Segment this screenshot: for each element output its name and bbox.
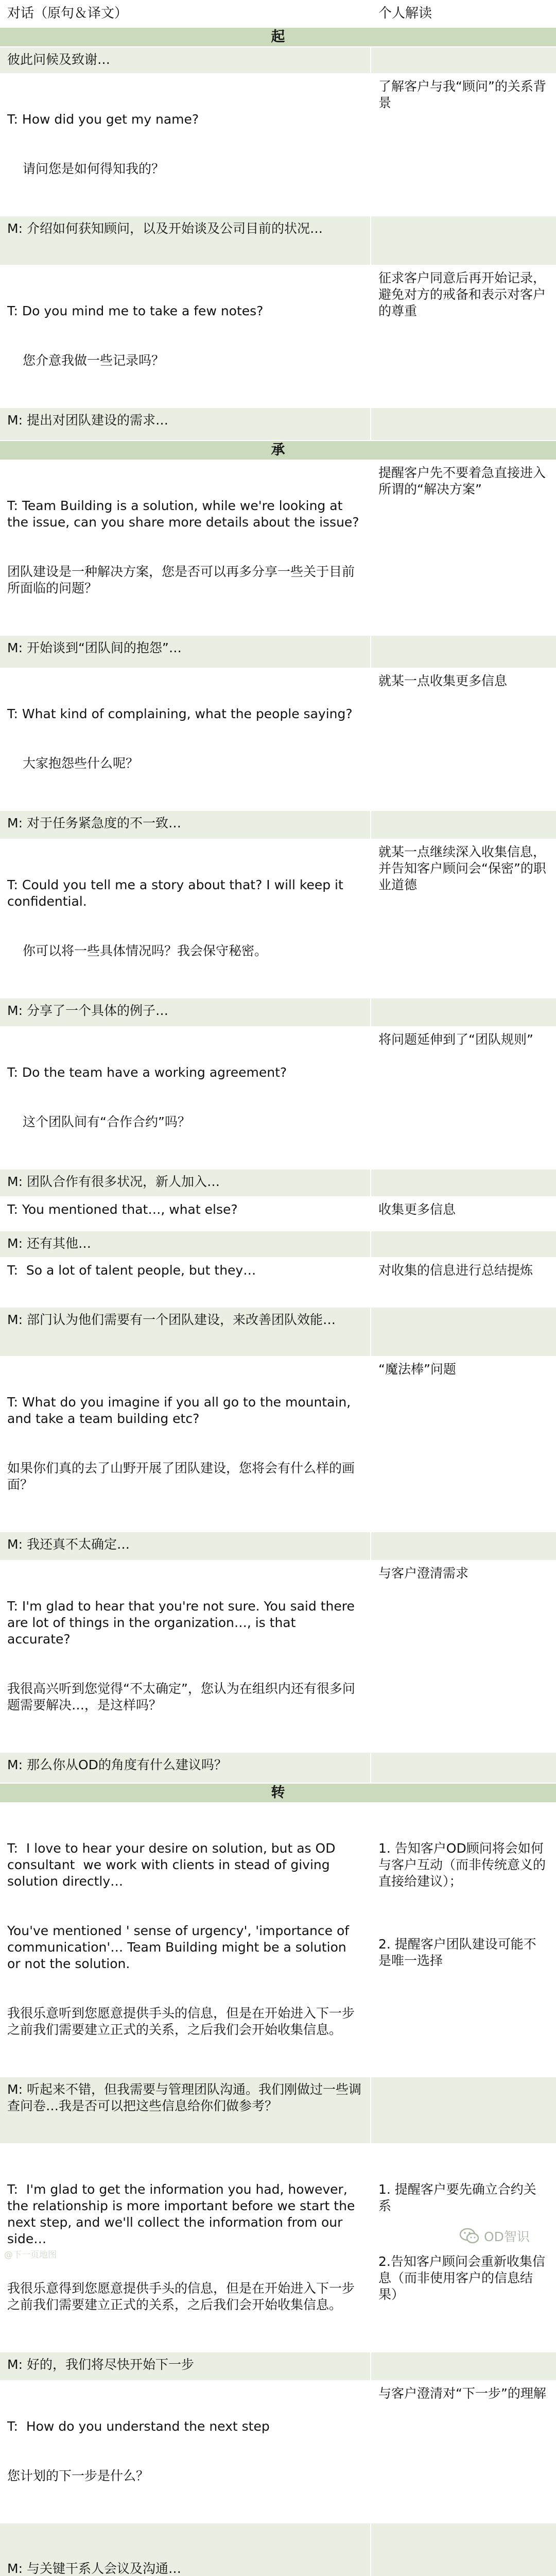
dialogue-line: T: How do you understand the next step <box>7 2419 270 2434</box>
table-row <box>0 460 556 635</box>
table-row <box>0 1169 556 1197</box>
wechat-icon <box>459 2227 480 2245</box>
table-row <box>0 1357 556 1532</box>
dialogue-line: M: 听起来不错，但我需要与管理团队沟通。我们刚做过一些调查问卷…我是否可以把这些信息给你们做参考？ <box>7 2082 361 2113</box>
translation-line: 这个团队间有“合作合约”吗？ <box>23 1114 190 1129</box>
translation-line: 您介意我做一些记录吗？ <box>23 353 165 368</box>
table-row <box>0 1197 556 1231</box>
table-row <box>0 2523 556 2576</box>
dialogue-line: M: 对于任务紧急度的不一致… <box>7 816 181 831</box>
dialogue-line: M: 团队合作有很多状况，新人加入… <box>7 1174 220 1189</box>
table-row <box>0 1231 556 1258</box>
table-row <box>0 1258 556 1307</box>
dialogue-line: T: Do you mind me to take a few notes? <box>7 303 264 318</box>
dialogue-line: M: 与关键干系人会议及沟通… <box>7 2561 181 2576</box>
interpretation-text: 就某一点继续深入收集信息，并告知客户顾问会“保密”的职业道德 <box>378 844 546 892</box>
interpretation-text: 将问题延伸到了“团队规则” <box>378 1032 533 1047</box>
interpretation-text: 收集更多信息 <box>378 1202 456 1217</box>
translation-line: 我很乐意得到您愿意提供手头的信息，但是在开始进入下一步之前我们需要建立正式的关系，之后我们会开始收集信息。 <box>7 2281 355 2312</box>
translation-line: 如果你们真的去了山野开展了团队建设，您将会有什么样的画面？ <box>7 1461 355 1492</box>
dialogue-line: M: 提出对团队建设的需求… <box>7 413 168 428</box>
translation-line: 请问您是如何得知我的？ <box>23 161 165 176</box>
interpretation-text: 对收集的信息进行总结提炼 <box>378 1263 533 1278</box>
interpretation-text: 征求客户同意后再开始记录，避免对方的戒备和表示对客户的尊重 <box>378 270 546 318</box>
dialogue-line: T: What kind of complaining, what the people saying? <box>7 706 353 721</box>
table-row <box>0 216 556 265</box>
table-row <box>0 2144 556 2352</box>
dialogue-line: M: 介绍如何获知顾问，以及开始谈及公司目前的状况… <box>7 221 323 236</box>
table-header <box>0 0 556 27</box>
section-qi <box>0 27 556 47</box>
table-row <box>0 1561 556 1752</box>
interpretation-text: 了解客户与我“顾问”的关系背景 <box>378 79 546 110</box>
section-zhuan <box>0 1783 556 1803</box>
table-row <box>0 635 556 668</box>
dialogue-line: M: 好的，我们将尽快开始下一步 <box>7 2357 194 2372</box>
translation-line: 您计划的下一步是什么？ <box>7 2468 149 2483</box>
dialogue-line: T: What do you imagine if you all go to the mountain, and take a team building etc? <box>7 1395 355 1426</box>
interpretation-text: 就某一点收集更多信息 <box>378 673 508 688</box>
section-title: 起 <box>0 27 556 47</box>
translation-line: 你可以将一些具体情况吗？我会保守秘密。 <box>23 943 268 958</box>
dialogue-line: M: 开始谈到“团队间的抱怨”… <box>7 640 182 655</box>
interpretation-text: 1. 告知客户OD顾问将会如何与客户互动（而非传统意义的直接给建议）； <box>378 1841 546 1889</box>
table-row <box>0 998 556 1027</box>
dialogue-line: T: I love to hear your desire on solution, but as OD consultant we work with clients in stead of giving solution directly… <box>7 1841 340 1889</box>
table-row <box>0 265 556 408</box>
dialogue-line: T: How did you get my name? <box>7 112 199 127</box>
header-dialogue: 对话（原句＆译文） <box>0 0 371 27</box>
table-row <box>0 1307 556 1357</box>
table-row <box>0 1803 556 2077</box>
table-row <box>0 47 556 74</box>
dialogue-line: T: Team Building is a solution, while we're looking at the issue, can you share more details about the issue? <box>7 498 359 530</box>
section-cheng <box>0 440 556 460</box>
table-row <box>0 74 556 216</box>
section-title: 转 <box>0 1783 556 1803</box>
section-title: 承 <box>0 440 556 460</box>
translation-line: 我很乐意听到您愿意提供手头的信息，但是在开始进入下一步之前我们需要建立正式的关系，之后我们会开始收集信息。 <box>7 2006 355 2037</box>
interpretation-text: 1. 提醒客户要先确立合约关系 <box>378 2182 536 2213</box>
dialogue-line: M: 那么你从OD的角度有什么建议吗？ <box>7 1757 227 1772</box>
interpretation-text: 与客户澄清需求 <box>378 1566 469 1581</box>
translation-line: 我很高兴听到您觉得“不太确定”，您认为在组织内还有很多问题需要解决…，是这样吗？ <box>7 1681 355 1713</box>
table-row <box>0 1532 556 1561</box>
watermark-right <box>459 2227 530 2245</box>
table-row <box>0 2352 556 2381</box>
dialogue-line: 彼此问候及致谢… <box>7 52 111 67</box>
dialogue-line: T: So a lot of talent people, but they… <box>7 1263 256 1278</box>
dialogue-line: T: I'm glad to get the information you had, however, the relationship is more important before we start the next step, and we'll collect the information from our side… <box>7 2182 359 2246</box>
translation-line: 大家抱怨些什么呢？ <box>23 756 139 771</box>
dialogue-line: T: Do the team have a working agreement? <box>7 1065 287 1080</box>
table-row <box>0 1027 556 1169</box>
header-interpretation: 个人解读 <box>371 0 556 27</box>
interpretation-text: 2.告知客户顾问会重新收集信息（而非使用客户的信息结果） <box>378 2254 545 2302</box>
table-row <box>0 810 556 839</box>
watermark-left: @下一页地图 <box>4 2250 57 2260</box>
dialogue-line: T: I'm glad to hear that you're not sure. You said there are lot of things in the organization…, is that accurate? <box>7 1599 359 1647</box>
dialogue-line: M: 还有其他… <box>7 1236 91 1251</box>
table-row <box>0 408 556 440</box>
watermark-text: OD智识 <box>484 2229 530 2244</box>
interpretation-text: 提醒客户先不要着急直接进入所谓的“解决方案” <box>378 465 546 497</box>
dialogue-line: M: 我还真不太确定… <box>7 1537 130 1552</box>
dialogue-line: T: Could you tell me a story about that? I will keep it confidential. <box>7 877 348 909</box>
translation-line: 团队建设是一种解决方案，您是否可以再多分享一些关于目前所面临的问题？ <box>7 564 355 596</box>
interpretation-text: “魔法棒”问题 <box>378 1362 456 1377</box>
dialogue-line: M: 部门认为他们需要有一个团队建设，来改善团队效能… <box>7 1312 336 1327</box>
dialogue-line: M: 分享了一个具体的例子… <box>7 1003 168 1018</box>
table-row <box>0 1752 556 1783</box>
table-row <box>0 2077 556 2144</box>
dialogue-line: You've mentioned ' sense of urgency', 'importance of communication'… Team Building might be a solution or not the solution. <box>7 1923 354 1971</box>
table-row <box>0 2381 556 2523</box>
interpretation-text: 与客户澄清对“下一步”的理解 <box>378 2386 546 2401</box>
table-row <box>0 668 556 810</box>
interpretation-text: 2. 提醒客户团队建设可能不是唯一选择 <box>378 1937 536 1968</box>
table-row <box>0 839 556 998</box>
dialogue-line: T: You mentioned that…, what else? <box>7 1202 238 1217</box>
